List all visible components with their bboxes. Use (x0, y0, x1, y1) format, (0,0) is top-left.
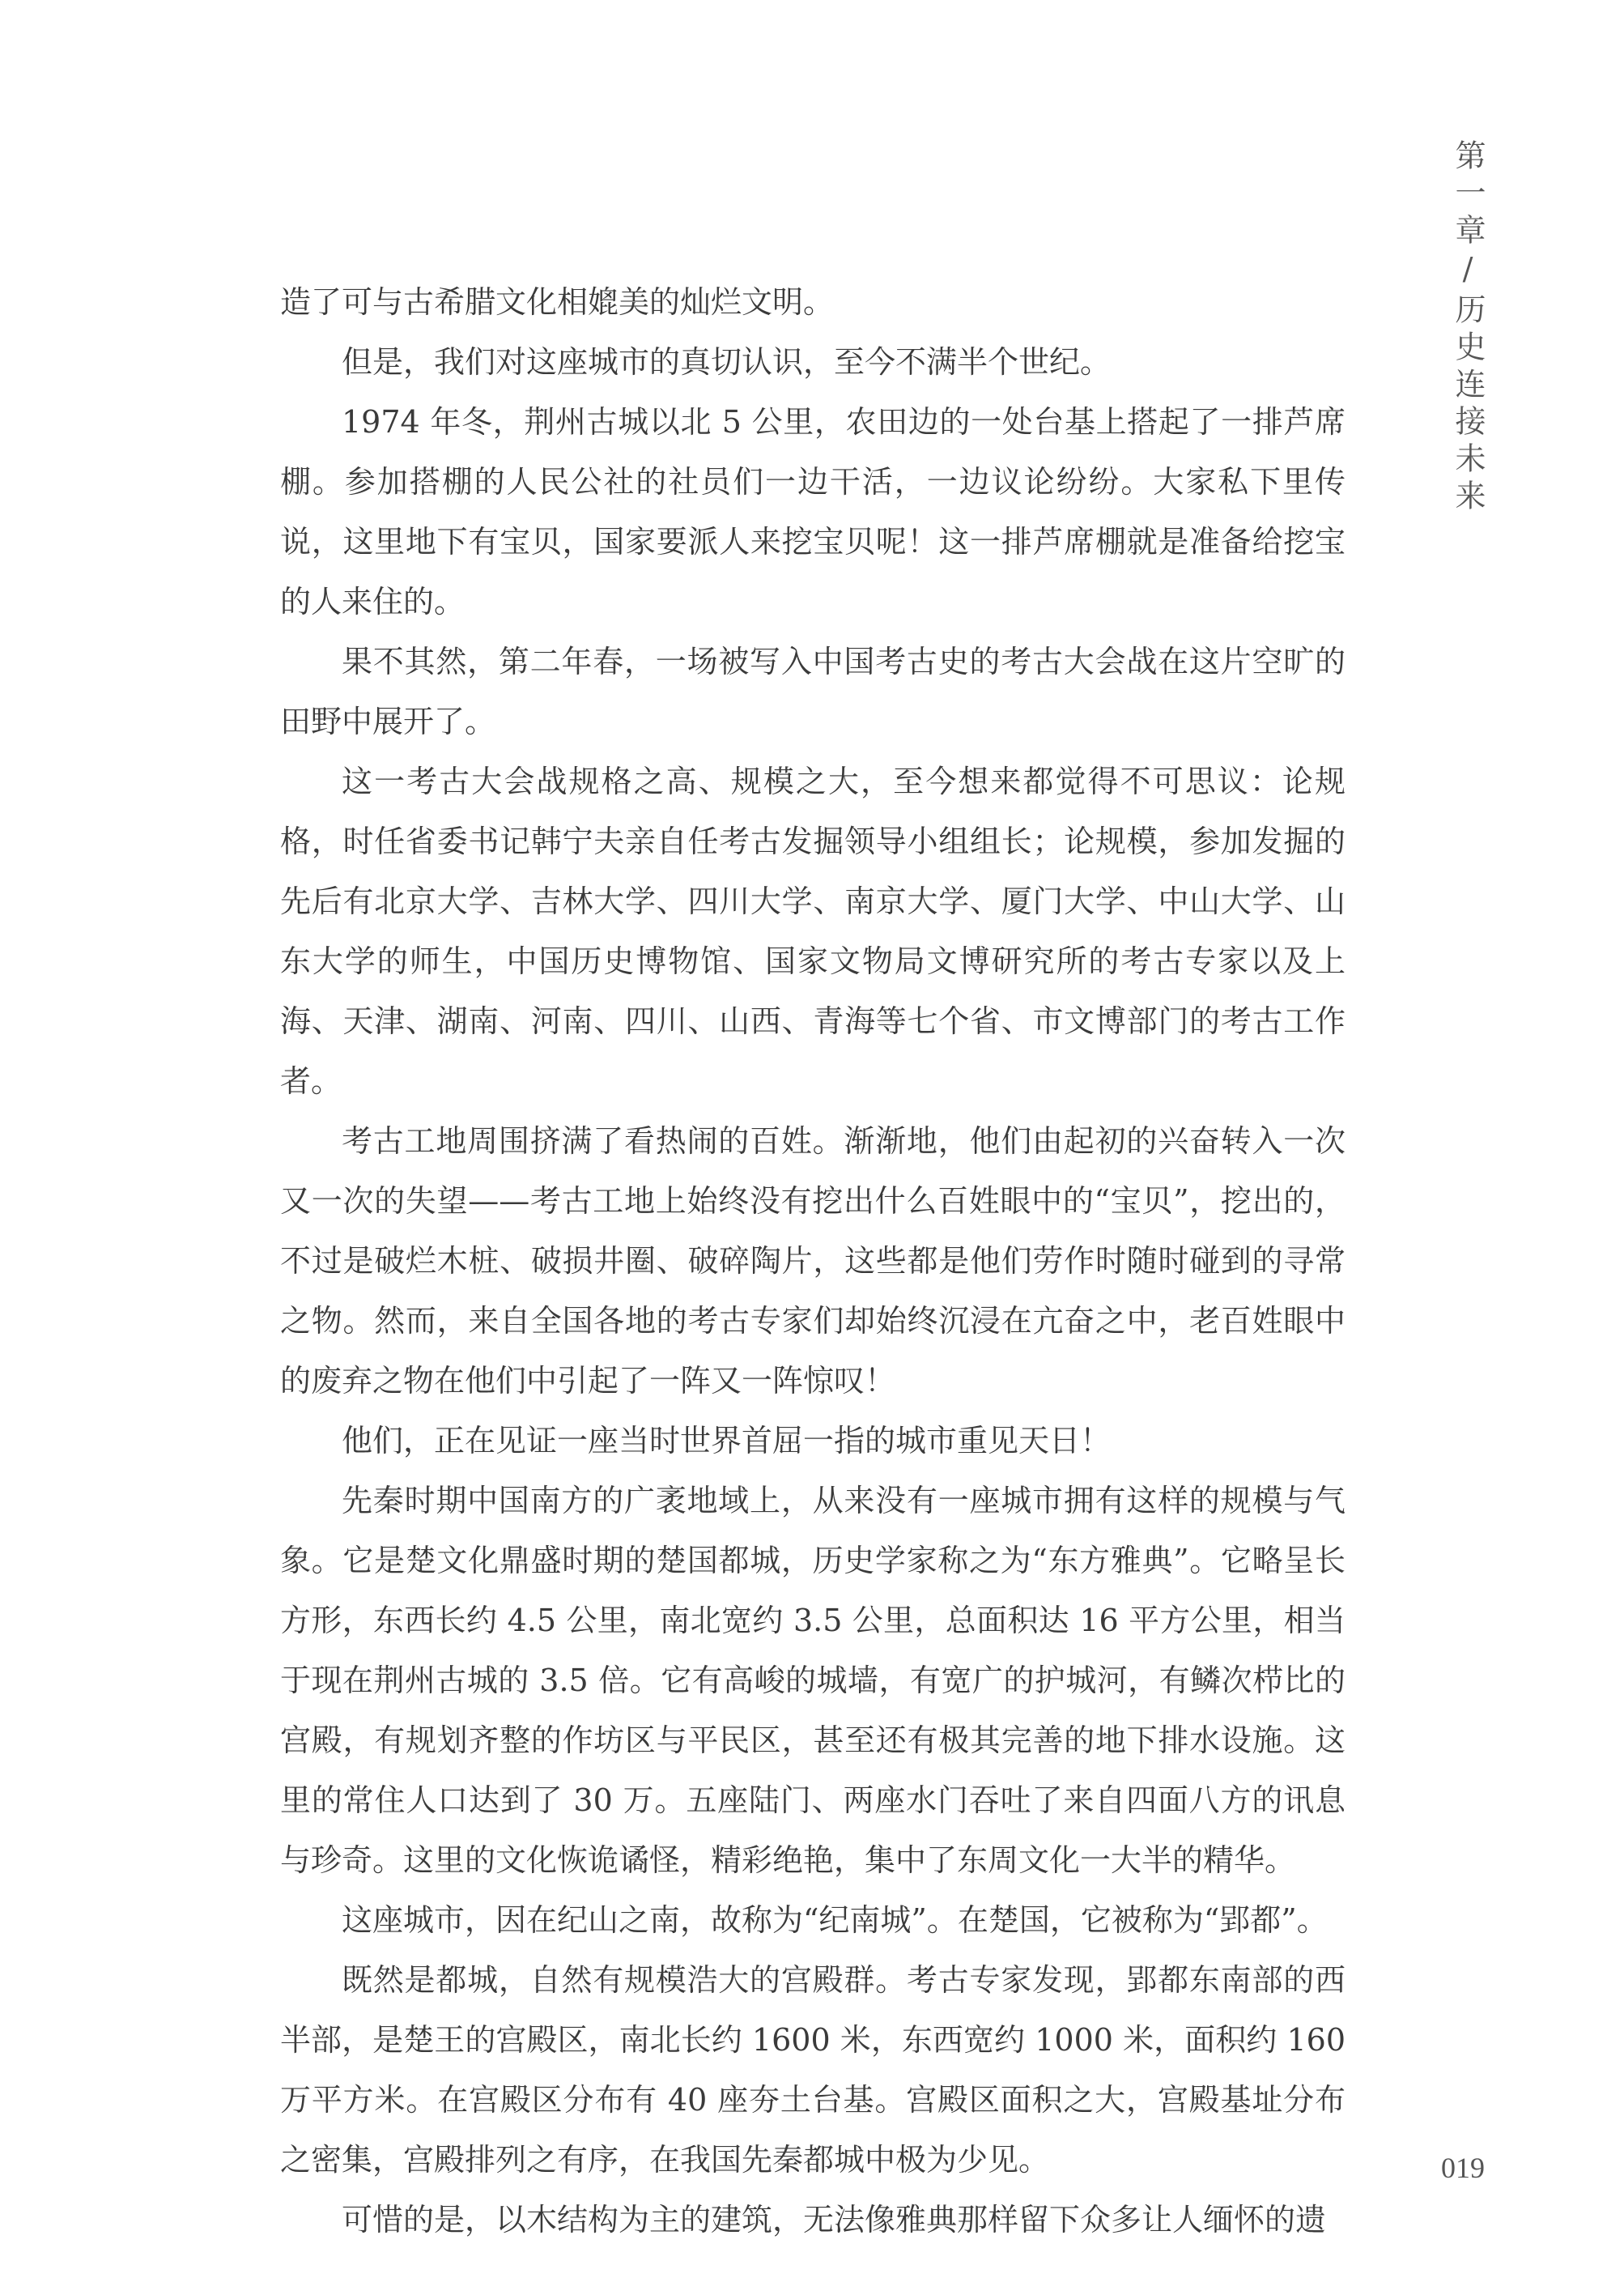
paragraph: 他们，正在见证一座当时世界首屈一指的城市重见天日！ (342, 1423, 1112, 1458)
paragraph: 可惜的是，以木结构为主的建筑，无法像雅典那样留下众多让人缅怀的遗 (342, 2202, 1327, 2238)
paragraph: 果不其然，第二年春，一场被写入中国考古史的考古大会战在这片空旷的田野中展开了。 (280, 644, 1346, 739)
page-number: 019 (1441, 2152, 1485, 2184)
paragraph: 既然是都城，自然有规模浩大的宫殿群。考古专家发现，郢都东南部的西半部，是楚王的宫殿区，南北长约 1600 米，东西宽约 1000 米，面积约 160 万平方米。在宫殿区分布有 40 座夯土台基。宫殿区面积之大，宫殿基址分布之密集，宫殿排列之有序，在我国先秦都城中极为少见。 (280, 1962, 1346, 2178)
body-text (280, 272, 1346, 2250)
paragraph: 这一考古大会战规格之高、规模之大，至今想来都觉得不可思议：论规格，时任省委书记韩宁夫亲自任考古发掘领导小组组长；论规模，参加发掘的先后有北京大学、吉林大学、四川大学、南京大学、厦门大学、中山大学、山东大学的师生，中国历史博物馆、国家文物局文博研究所的考古专家以及上海、天津、湖南、河南、四川、山西、青海等七个省、市文博部门的考古工作者。 (280, 764, 1346, 1099)
paragraph: 但是，我们对这座城市的真切认识，至今不满半个世纪。 (342, 344, 1112, 380)
paragraph: 1974 年冬，荆州古城以北 5 公里，农田边的一处台基上搭起了一排芦席棚。参加搭棚的人民公社的社员们一边干活，一边议论纷纷。大家私下里传说，这里地下有宝贝，国家要派人来挖宝贝呢！这一排芦席棚就是准备给挖宝的人来住的。 (280, 404, 1346, 620)
paragraph-continued: 造了可与古希腊文化相媲美的灿烂文明。 (280, 284, 835, 320)
running-chapter-header: 第一章/历史连接未来 (1450, 139, 1486, 517)
paragraph: 先秦时期中国南方的广袤地域上，从来没有一座城市拥有这样的规模与气象。它是楚文化鼎盛时期的楚国都城，历史学家称之为“东方雅典”。它略呈长方形，东西长约 4.5 公里，南北宽约 3.5 公里，总面积达 16 平方公里，相当于现在荆州古城的 3.5 倍。它有高峻的城墙，有宽广的护城河，有鳞次栉比的宫殿，有规划齐整的作坊区与平民区，甚至还有极其完善的地下排水设施。这里的常住人口达到了 30 万。五座陆门、两座水门吞吐了来自四面八方的讯息与珍奇。这里的文化恢诡谲怪，精彩绝艳，集中了东周文化一大半的精华。 (280, 1483, 1346, 1878)
paragraph: 考古工地周围挤满了看热闹的百姓。渐渐地，他们由起初的兴奋转入一次又一次的失望——考古工地上始终没有挖出什么百姓眼中的“宝贝”，挖出的，不过是破烂木桩、破损井圈、破碎陶片，这些都是他们劳作时随时碰到的寻常之物。然而，来自全国各地的考古专家们却始终沉浸在亢奋之中，老百姓眼中的废弃之物在他们中引起了一阵又一阵惊叹！ (280, 1123, 1346, 1399)
paragraph: 这座城市，因在纪山之南，故称为“纪南城”。在楚国，它被称为“郢都”。 (342, 1902, 1328, 1938)
